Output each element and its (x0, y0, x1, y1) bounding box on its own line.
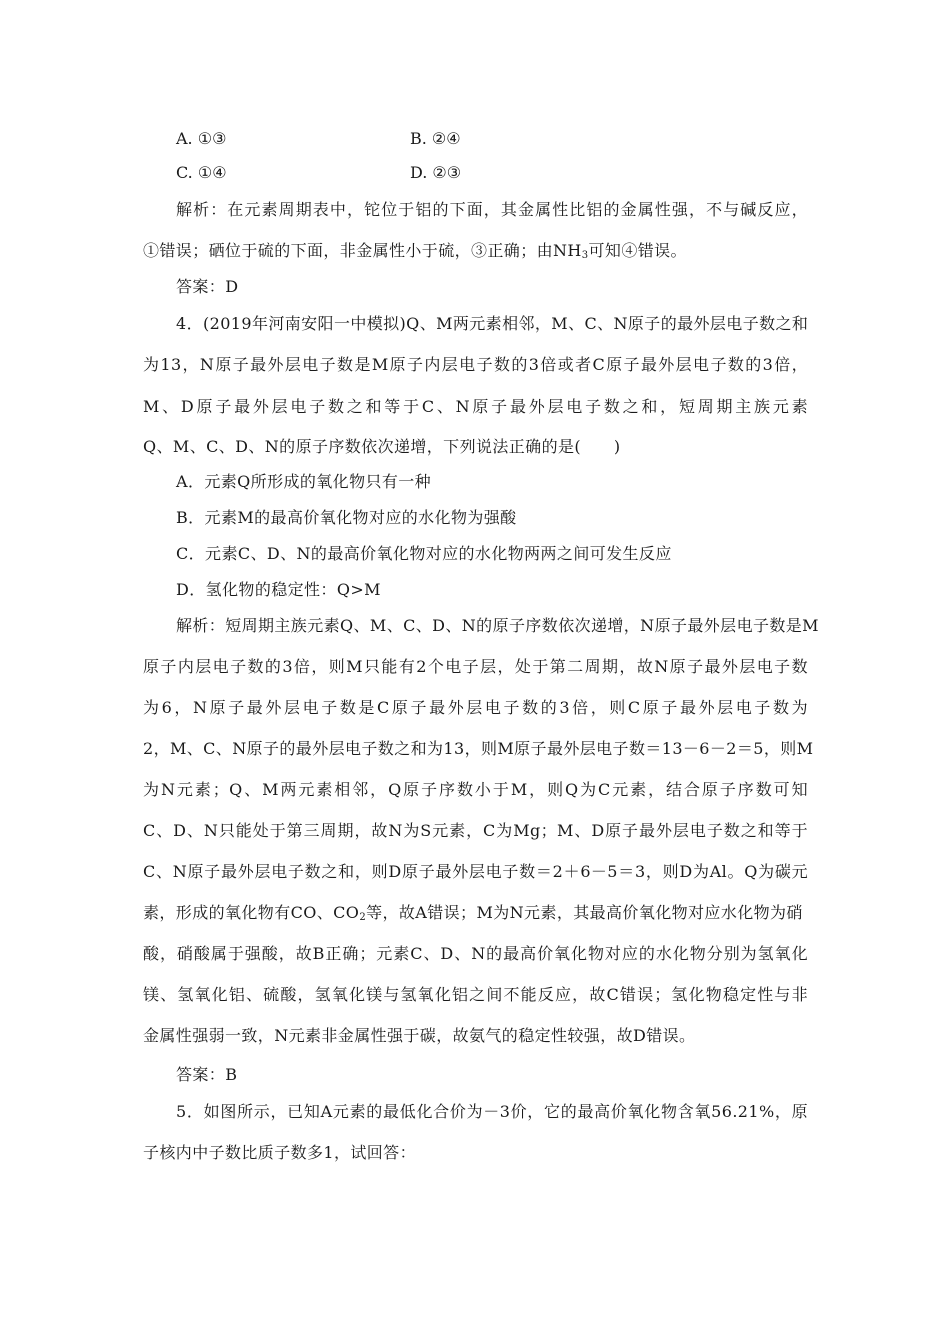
q5-stem-line-2: 子核内中子数比质子数多1，试回答： (143, 1143, 416, 1162)
q4-stem-line-3: M、D原子最外层电子数之和等于C、N原子最外层电子数之和，短周期主族元素 (143, 397, 808, 416)
q4-analysis-line-8 (143, 902, 808, 924)
q3-option-b: B. ②④ (410, 129, 461, 148)
q4-analysis-line-4: 2，M、C、N原子的最外层电子数之和为13，则M原子最外层电子数＝13－6－2＝5，则M (143, 739, 814, 758)
q4-option-a: A．元素Q所形成的氧化物只有一种 (176, 472, 432, 491)
q4-option-b: B．元素M的最高价氧化物对应的水化物为强酸 (176, 508, 517, 527)
q4-analysis-line-8-text: 素，形成的氧化物有CO、CO (143, 903, 360, 922)
nh3-subscript: 3 (581, 250, 589, 261)
q4-stem-line-1: 4．(2019年河南安阳一中模拟)Q、M两元素相邻，M、C、N原子的最外层电子数之和 (176, 314, 809, 333)
q4-analysis-line-10: 镁、氢氧化铝、硫酸，氢氧化镁与氢氧化铝之间不能反应，故C错误；氢化物稳定性与非 (143, 985, 808, 1004)
q4-stem-line-4: Q、M、C、D、N的原子序数依次递增，下列说法正确的是( ) (143, 437, 621, 456)
q4-analysis-line-9: 酸，硝酸属于强酸，故B正确；元素C、D、N的最高价氧化物对应的水化物分别为氢氧化 (143, 944, 808, 963)
q3-analysis-line-2-text: ①错误；硒位于硫的下面，非金属性小于硫，③正确；由NH (143, 241, 582, 260)
q4-stem-line-2: 为13，N原子最外层电子数是M原子内层电子数的3倍或者C原子最外层电子数的3倍， (143, 355, 808, 374)
q4-option-d: D．氢化物的稳定性：Q>M (176, 580, 381, 599)
q4-answer: 答案：B (176, 1065, 238, 1084)
q4-analysis-line-5: 为N元素；Q、M两元素相邻，Q原子序数小于M，则Q为C元素，结合原子序数可知 (143, 780, 808, 799)
q3-answer: 答案：D (176, 277, 239, 296)
co2-subscript: 2 (359, 912, 367, 923)
q5-stem-line-1: 5．如图所示，已知A元素的最低化合价为－3价，它的最高价氧化物含氧56.21%，原 (176, 1102, 808, 1121)
q3-option-c: C. ①④ (176, 163, 227, 182)
q4-option-c: C．元素C、D、N的最高价氧化物对应的水化物两两之间可发生反应 (176, 544, 672, 563)
q3-option-d: D. ②③ (410, 163, 462, 182)
q3-analysis-line-1: 解析：在元素周期表中，铊位于铝的下面，其金属性比铝的金属性强，不与碱反应， (176, 200, 808, 219)
q4-analysis-line-7: C、N原子最外层电子数之和，则D原子最外层电子数＝2＋6－5＝3，则D为Al。Q为碳元 (143, 862, 808, 881)
q3-option-a: A. ①③ (176, 129, 227, 148)
q3-analysis-line-2-tail: 可知④错误。 (588, 241, 687, 260)
q4-analysis-line-3: 为6，N原子最外层电子数是C原子最外层电子数的3倍，则C原子最外层电子数为 (143, 698, 808, 717)
q4-analysis-line-6: C、D、N只能处于第三周期，故N为S元素，C为Mg；M、D原子最外层电子数之和等于 (143, 821, 808, 840)
q4-analysis-line-8-tail: 等，故A错误；M为N元素，其最高价氧化物对应水化物为硝 (366, 903, 803, 922)
q3-analysis-line-2 (143, 240, 687, 262)
q4-analysis-line-1: 解析：短周期主族元素Q、M、C、D、N的原子序数依次递增，N原子最外层电子数是M (176, 616, 819, 635)
q4-analysis-line-2: 原子内层电子数的3倍，则M只能有2个电子层，处于第二周期，故N原子最外层电子数 (143, 657, 808, 676)
q4-analysis-line-11: 金属性强弱一致，N元素非金属性强于碳，故氨气的稳定性较强，故D错误。 (143, 1026, 696, 1045)
